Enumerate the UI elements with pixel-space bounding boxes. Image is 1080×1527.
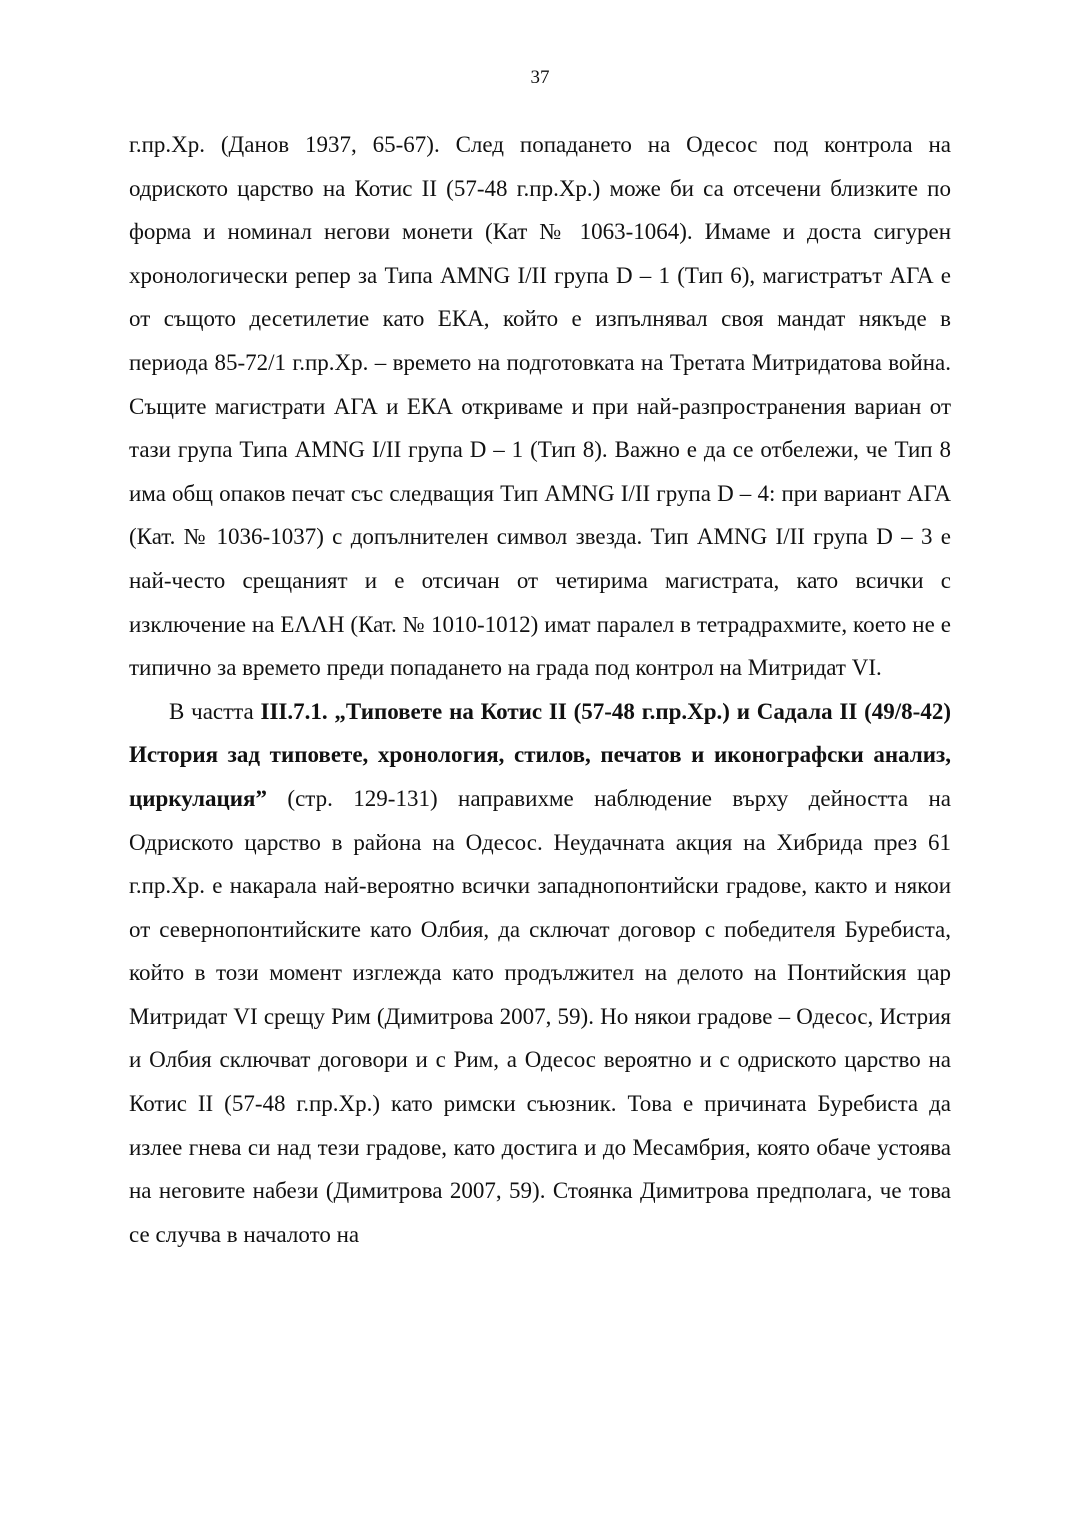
paragraph-2 xyxy=(129,690,951,1257)
page-number: 37 xyxy=(530,67,550,88)
body-text xyxy=(129,123,951,1256)
paragraph-2-lead: В частта xyxy=(169,698,261,724)
paragraph-2-rest: (стр. 129-131) направихме наблюдение върху дейността на Одриското царство в района на Одесос. Неудачната акция на Хибрида през 61 г.пр.Хр. е накарала най-вероятно всички западнопонтийски градове, както и някои от севернопонтийските като Олбия, да сключат договор с победителя Буребиста, който в този момент изглежда като продължител на делото на Понтийския цар Митридат VI срещу Рим (Димитрова 2007, 59). Но някои градове – Одесос, Истрия и Олбия сключват договори и с Рим, а Одесос вероятно и с одриското царство на Котис II (57-48 г.пр.Хр.) като римски съюзник. Това е причината Буребиста да излее гнева си над тези градове, като достига и до Месамбрия, която обаче устоява на неговите набези (Димитрова 2007, 59). Стоянка Димитрова предполага, че това се случва в началото на xyxy=(129,785,951,1247)
paragraph-1: г.пр.Хр. (Данов 1937, 65-67). След попадането на Одесос под контрола на одриското царство на Котис II (57-48 г.пр.Хр.) може би са отсечени близките по форма и номинал негови монети (Кат № 1063-1064). Имаме и доста сигурен хронологически репер за Типа AMNG I/II група D – 1 (Тип 6), магистратът АГА е от същото десетилетие като ЕКА, който е изпълнявал своя мандат някъде в периода 85-72/1 г.пр.Хр. – времето на подготовката на Третата Митридатова война. Същите магистрати АГА и ЕКА откриваме и при най-разпространения вариан от тази група Типа AMNG I/II група D – 1 (Тип 8). Важно е да се отбележи, че Тип 8 има общ опаков печат със следващия Тип AMNG I/II група D – 4: при вариант АГА (Кат. № 1036-1037) с допълнителен символ звезда. Тип AMNG I/II група D – 3 е най-често срещаният и е отсичан от четирима магистрата, като всички с изключение на ΕΛΛΗ (Кат. № 1010-1012) имат паралел в тетрадрахмите, което не е типично за времето преди попадането на града под контрол на Митридат VI. xyxy=(129,132,951,681)
section-reference: III.7.1. „Типовете на Котис II (57-48 г.пр.Хр.) и Садала II (49/8-42) История зад типовете, хронология, стилов, печатов и иконографски анализ, циркулация” xyxy=(129,698,951,811)
